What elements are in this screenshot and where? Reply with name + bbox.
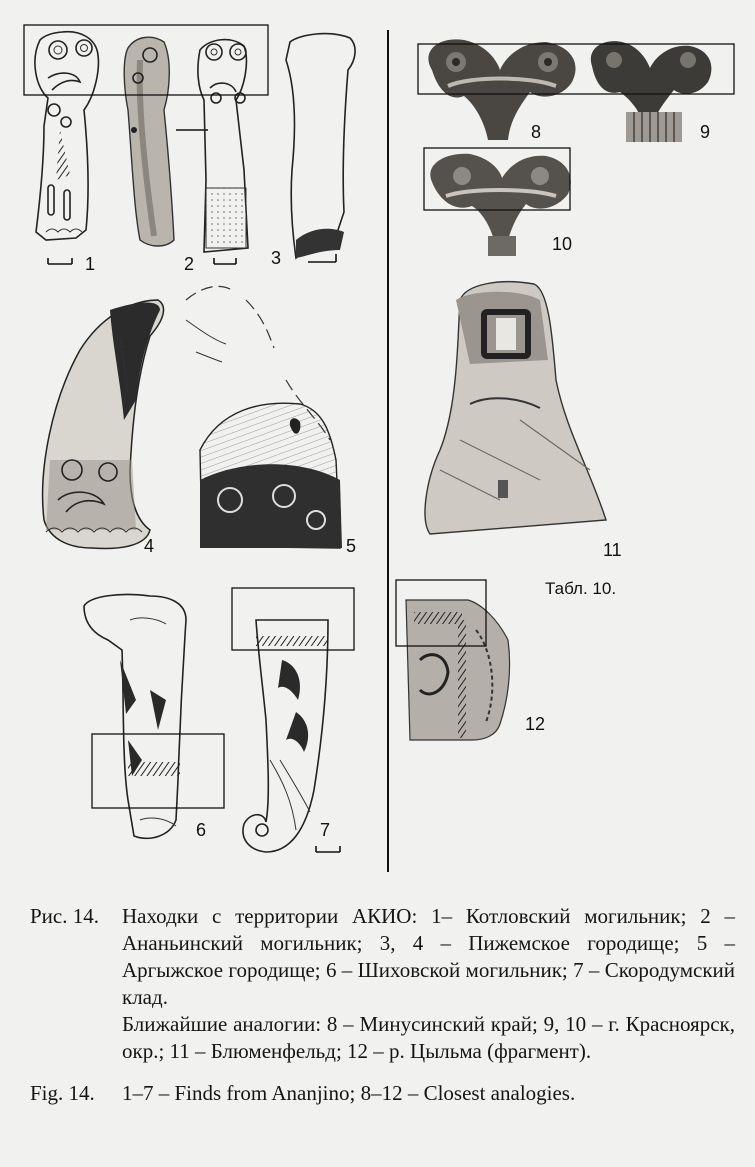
figure-caption: [30, 903, 735, 1107]
artifact-5: [186, 286, 342, 548]
figure-number-9: 9: [700, 122, 711, 142]
artifact-10: [430, 154, 573, 256]
caption-label-ru: Рис. 14.: [30, 904, 99, 928]
artifact-3: [286, 34, 355, 262]
figure-number-7: 7: [320, 820, 331, 840]
caption-english: [30, 1080, 735, 1107]
figure-number-1: 1: [85, 254, 96, 274]
caption-findings: Находки с территории АКИО: 1– Котловский могильник; 2 – Ананьинский могильник; 3, 4 – Пижемское городище; 5 – Аргыжское городище; 6 – Шиховской могильник; 7 – Скородумский клад.: [122, 904, 735, 1009]
artifact-11: [425, 282, 606, 534]
figure-number-2: 2: [184, 254, 195, 274]
artifact-6: [84, 594, 186, 838]
figure-number-10: 10: [552, 234, 573, 254]
caption-body-en: 1–7 – Finds from Ananjino; 8–12 – Closest analogies.: [122, 1081, 576, 1105]
artifact-9: [591, 41, 712, 142]
figure-number-11: 11: [603, 540, 622, 560]
figure-number-8: 8: [531, 122, 542, 142]
figure-number-6: 6: [196, 820, 207, 840]
artifact-2: [124, 37, 208, 246]
artifact-2-drawing: [198, 40, 248, 264]
caption-analogies: Ближайшие аналогии: 8 – Минусинский край; 9, 10 – г. Красноярск, окр.; 11 – Блюменфельд; 12 – р. Цыльма (фрагмент).: [122, 1012, 735, 1063]
caption-body-ru: [122, 903, 735, 1065]
caption-russian: [30, 903, 735, 1065]
artifact-8: [428, 39, 575, 140]
figure-number-12: 12: [525, 714, 546, 734]
artifact-1: [35, 32, 98, 264]
figure-number-5: 5: [346, 536, 357, 556]
figure-number-4: 4: [144, 536, 155, 556]
artifact-7: [243, 620, 340, 852]
figure-number-3: 3: [271, 248, 282, 268]
artifact-4: [43, 300, 164, 548]
artifact-12: [406, 600, 510, 740]
caption-label-en: Fig. 14.: [30, 1081, 95, 1105]
table-label: Табл. 10.: [545, 579, 617, 598]
